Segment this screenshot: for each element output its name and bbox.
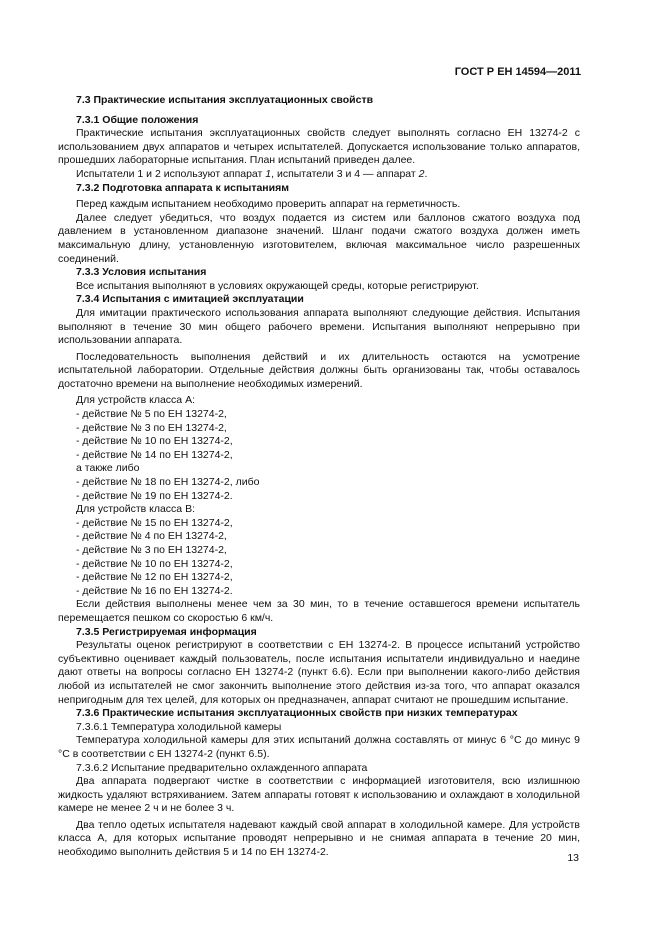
list-item: - действие № 15 по ЕН 13274-2, (76, 516, 233, 529)
section-7-3-5-paragraph-1: Результаты оценок регистрируют в соответствии с ЕН 13274-2. В процессе испытаний устройство субъективно оценивает каждый пользователь, после испытания испытатели индивидуально и наедине дают ответы на вопросы согласно ЕН 13274-2 (пункт 6.6). Если при выполнении какого-либо действия любой из испытателей не смог закончить выполнение этого действия из-за того, что аппарат оказался непригодным для тех целей, для которых он предназначен, аппарат считают не прошедшим испытание. (58, 639, 580, 706)
section-7-3-6-title: 7.3.6 Практические испытания эксплуатационных свойств при низких температурах (76, 707, 518, 720)
class-a-lead: Для устройств класса А: (76, 394, 195, 407)
document-body (58, 94, 580, 860)
list-item: - действие № 18 по ЕН 13274-2, либо (76, 476, 260, 489)
section-7-3-6-1-title: 7.3.6.1 Температура холодильной камеры (76, 720, 282, 733)
list-item: - действие № 3 по ЕН 13274-2, (76, 421, 227, 434)
section-7-3-5-title: 7.3.5 Регистрируемая информация (76, 625, 257, 638)
section-7-3-1-paragraph-1: Практические испытания эксплуатационных свойств следует выполнять согласно ЕН 13274-2 с использованием двух аппаратов и четырех испытателей. Допускается использование только аппаратов, прошедших лабораторные испытания. План испытаний приведен далее. (58, 127, 580, 167)
list-item: - действие № 3 по ЕН 13274-2, (76, 544, 227, 556)
section-7-3-4-paragraph-2: Последовательность выполнения действий и их длительность остаются на усмотрение испытательной лаборатории. Отдельные действия должны быть организованы так, чтобы оставалось достаточно времени на выполнение необходимых измерений. (58, 350, 580, 390)
section-7-3-title: 7.3 Практические испытания эксплуатационных свойств (76, 94, 374, 106)
list-item: - действие № 10 по ЕН 13274-2, (76, 435, 233, 448)
class-b-lead: Для устройств класса В: (76, 503, 195, 516)
list-item: - действие № 14 по ЕН 13274-2, (76, 448, 233, 461)
page-number: 13 (567, 852, 579, 864)
section-7-3-4-title: 7.3.4 Испытания с имитацией эксплуатации (76, 293, 304, 306)
section-7-3-3-title: 7.3.3 Условия испытания (76, 266, 207, 279)
document-header: ГОСТ Р ЕН 14594—2011 (454, 66, 581, 78)
section-7-3-2-title: 7.3.2 Подготовка аппарата к испытаниям (76, 181, 289, 194)
section-7-3-4-paragraph-3: Если действия выполнены менее чем за 30 мин, то в течение оставшегося времени испытатель перемещается пешком со скоростью 6 км/ч. (58, 598, 580, 624)
section-7-3-2-paragraph-1: Перед каждым испытанием необходимо проверить аппарат на герметичность. (76, 198, 461, 211)
section-7-3-1-paragraph-2: Испытатели 1 и 2 используют аппарат 1, испытатели 3 и 4 — аппарат 2. (76, 167, 428, 180)
list-item: - действие № 5 по ЕН 13274-2, (76, 408, 227, 421)
section-7-3-4-paragraph-1: Для имитации практического использования аппарата выполняют следующие действия. Испытания выполняют в течение 30 мин общего рабочего времени. Испытания выполняют непрерывно при использовании аппарата. (58, 306, 580, 347)
section-7-3-6-2-title: 7.3.6.2 Испытание предварительно охлажденного аппарата (76, 761, 368, 774)
section-7-3-6-1-paragraph-1: Температура холодильной камеры для этих испытаний должна составлять от минус 6 °С до минус 9 °С в соответствии с ЕН 13274-2 (пункт 6.5). (58, 734, 580, 760)
list-item: - действие № 12 по ЕН 13274-2, (76, 571, 233, 584)
section-7-3-1-title: 7.3.1 Общие положения (76, 113, 199, 126)
list-item: - действие № 19 по ЕН 13274-2. (76, 489, 233, 502)
section-7-3-3-paragraph-1: Все испытания выполняют в условиях окружающей среды, которые регистрируют. (76, 279, 479, 292)
section-7-3-6-2-paragraph-2: Два тепло одетых испытателя надевают каждый свой аппарат в холодильной камере. Для устройств класса А, для которых испытание проводят непрерывно и не снимая аппарата в течение 20 мин, необходимо выполнить действия 5 и 14 по ЕН 13274-2. (58, 818, 580, 859)
list-item: - действие № 4 по ЕН 13274-2, (76, 530, 227, 543)
section-7-3-2-paragraph-2: Далее следует убедиться, что воздух подается из систем или баллонов сжатого воздуха под давлением в установленном диапазоне значений. Шланг подачи сжатого воздуха должен иметь максимальную длину, установленную изготовителем, включая максимальное число разрешенных соединений. (58, 211, 580, 265)
section-7-3-6-2-paragraph-1: Два аппарата подвергают чистке в соответствии с информацией изготовителя, всю излишнюю жидкость удаляют встряхиванием. Затем аппараты готовят к использованию и охлаждают в холодильной камере не менее 2 ч и не более 3 ч. (58, 775, 580, 815)
list-item: - действие № 16 по ЕН 13274-2. (76, 584, 233, 597)
also-either: а также либо (76, 462, 140, 475)
list-item: - действие № 10 по ЕН 13274-2, (76, 557, 233, 570)
